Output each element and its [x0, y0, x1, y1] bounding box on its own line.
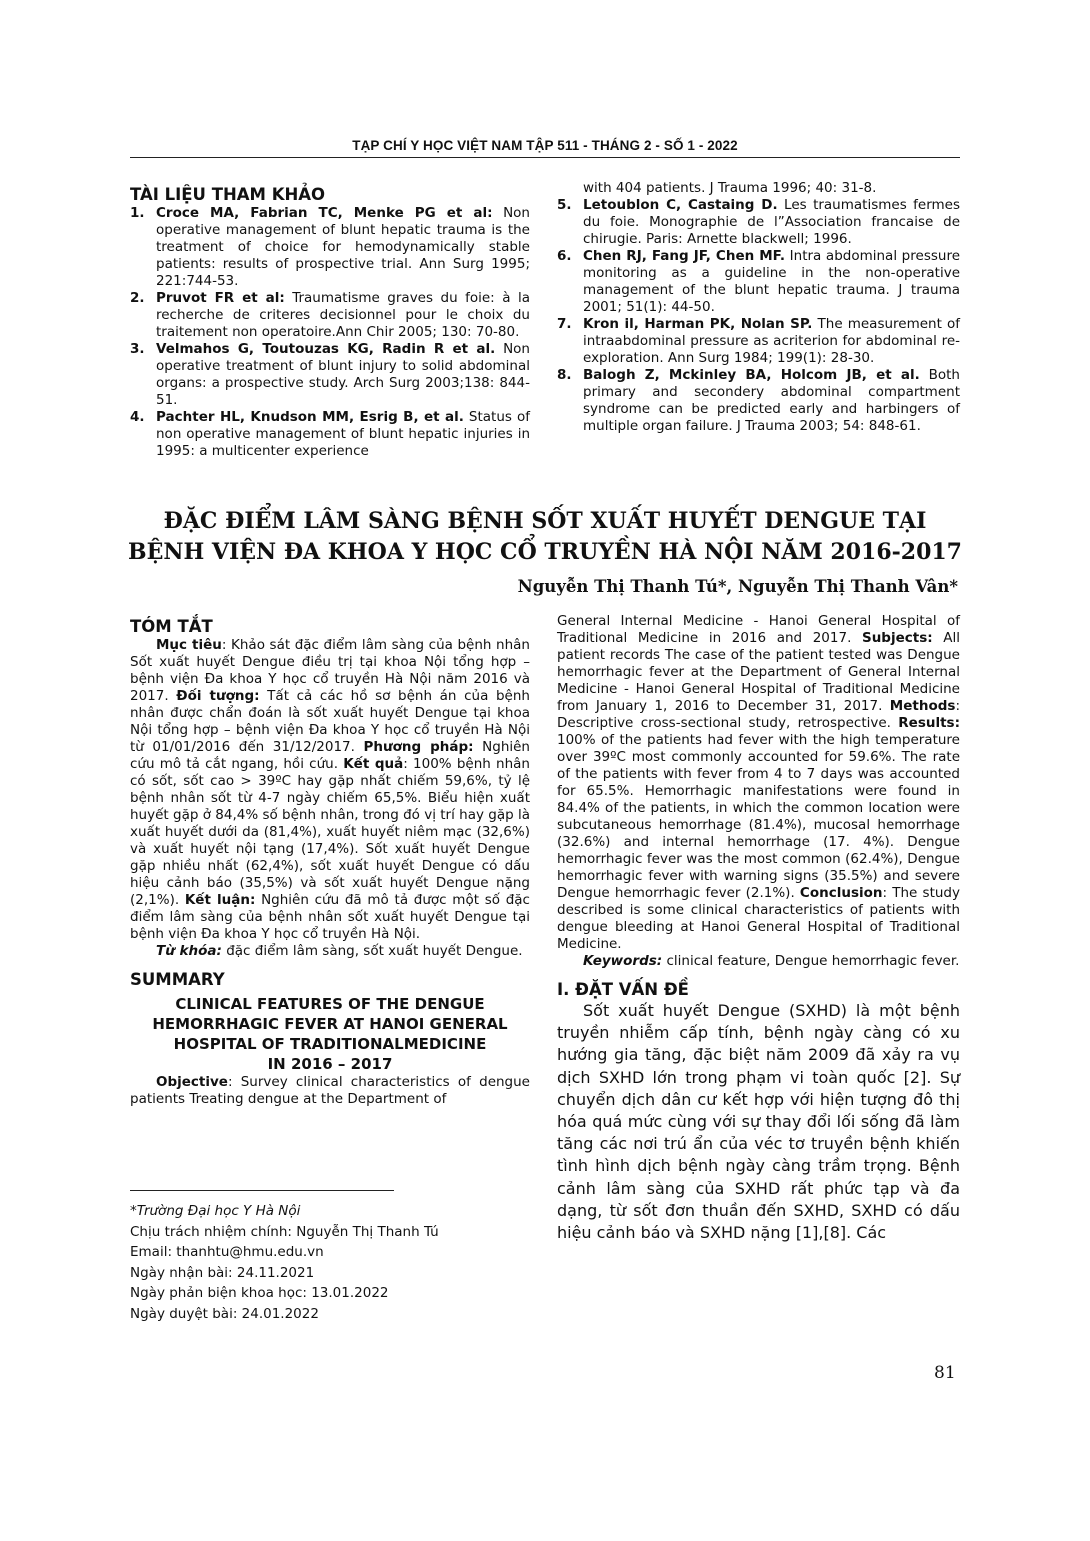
keywords-vi: Từ khóa: đặc điểm lâm sàng, sốt xuất huyết Dengue.: [156, 943, 523, 959]
header-rule: [130, 157, 960, 158]
reference-item: 1. Croce MA, Fabrian TC, Menke PG et al: Non operative management of blunt hepatic trauma is the treatment of choice for hemodynamically stable patients: results of prospective trial. Ann Surg 1995; 221:744-53.: [130, 205, 530, 289]
accepted-date: Ngày duyệt bài: 24.01.2022: [130, 1305, 319, 1322]
introduction-paragraph: Sốt xuất huyết Dengue (SXHD) là một bệnh truyền nhiễm cấp tính, bệnh ngày càng có xu hướng gia tăng, đặc biệt năm 2009 đã xảy ra vụ dịch SXHD lớn trong phạm vi toàn quốc [2]. Sự chuyển dịch dân cư kết hợp với hiện tượng đô thị hóa quá mức cùng với sự thay đổi lối sống đã làm tăng các nơi trú ẩn của véc tơ truyền bệnh khiến tình hình dịch bệnh ngày càng trầm trọng. Bệnh cảnh lâm sàng của SXHD rất phức tạp và đa dạng, từ sốt đơn thuần đến SXHD, SXHD có dấu hiệu cảnh báo và SXHD nặng [1],[8]. Các: [557, 1001, 960, 1243]
abstract-heading: TÓM TẮT: [130, 617, 213, 636]
introduction-heading: I. ĐẶT VẤN ĐỀ: [557, 980, 689, 999]
reference-continuation: with 404 patients. J Trauma 1996; 40: 31-8.: [583, 180, 877, 196]
footnote-rule: [130, 1190, 394, 1191]
reference-item: 3. Velmahos G, Toutouzas KG, Radin R et al. Non operative treatment of blunt injury to solid abdominal organs: a prospective study. Arch Surg 2003;138: 844-51.: [130, 341, 530, 408]
reference-item: 4. Pachter HL, Knudson MM, Esrig B, et al. Status of non operative management of blunt hepatic injuries in 1995: a multicenter experience: [130, 409, 530, 459]
reference-item: 8. Balogh Z, Mckinley BA, Holcom JB, et al. Both primary and secondery abdominal compartment syndrome can be predicted early and harbingers of multiple organ failure. J Trauma 2003; 54: 848-61.: [557, 367, 960, 434]
page-number: 81: [934, 1363, 956, 1383]
article-title-line: ĐẶC ĐIỂM LÂM SÀNG BỆNH SỐT XUẤT HUYẾT DENGUE TẠI: [163, 508, 927, 534]
reference-item: 5. Letoublon C, Castaing D. Les traumatismes fermes du foie. Monographie de l”Association francaise de chirugie. Paris: Arnette blackwell; 1996.: [557, 197, 960, 247]
article-title-line: BỆNH VIỆN ĐA KHOA Y HỌC CỔ TRUYỀN HÀ NỘI NĂM 2016-2017: [128, 539, 962, 565]
article-authors: Nguyễn Thị Thanh Tú*, Nguyễn Thị Thanh Vân*: [517, 577, 958, 596]
affiliation: *Trường Đại học Y Hà Nội: [130, 1203, 301, 1219]
abstract-left-column: [130, 617, 530, 1108]
review-date: Ngày phản biện khoa học: 13.01.2022: [130, 1285, 389, 1301]
reference-list-left: [130, 205, 530, 460]
references-right-column: [557, 180, 960, 435]
summary-title: CLINICAL FEATURES OF THE DENGUE HEMORRHAGIC FEVER AT HANOI GENERAL HOSPITAL OF TRADITIONALMEDICINE IN 2016 – 2017: [152, 995, 508, 1073]
summary-heading: SUMMARY: [130, 970, 225, 989]
received-date: Ngày nhận bài: 24.11.2021: [130, 1264, 315, 1281]
abstract-vi-paragraph: Mục tiêu: Khảo sát đặc điểm lâm sàng của bệnh nhân Sốt xuất huyết Dengue điều trị tại khoa Nội tổng hợp – bệnh viện Đa khoa Y học cổ truyền Hà Nội năm 2016 và 2017. Đối tượng: Tất cả các hồ sơ bệnh án của bệnh nhân được chẩn đoán là sốt xuất huyết Dengue tại khoa Nội tổng hợp – bệnh viện Đa khoa Y học cổ truyền Hà Nội từ 01/01/2016 đến 31/12/2017. Phương pháp: Nghiên cứu mô tả cắt ngang, hồi cứu. Kết quả: 100% bệnh nhân có sốt, sốt cao > 39ºC hay gặp nhất chiếm 59,6%, tỷ lệ bệnh nhân sốt từ 4-7 ngày chiếm 65,5%. Biểu hiện xuất huyết gặp ở 84,4% số bệnh nhân, trong đó vị trí hay gặp là xuất huyết dưới da (81,4%), xuất huyết niêm mạc (32,6%) và xuất huyết nội tạng (17,4%). Sốt xuất huyết Dengue gặp nhiều nhất (62,4%), sốt xuất huyết Dengue có dấu hiệu cảnh báo (35,5%) và sốt xuất huyết Dengue nặng (2,1%). Kết luận: Nghiên cứu đã mô tả được một số đặc điểm lâm sàng của bệnh nhân sốt xuất huyết Dengue tại bệnh viện Đa khoa Y học cổ truyền Hà Nội.: [130, 637, 530, 942]
summary-right-column: [557, 613, 960, 1244]
reference-item: 2. Pruvot FR et al: Traumatisme graves du foie: à la recherche de criteres decisionnel pour le choix du traitement non operatoire.Ann Chir 2005; 130: 70-80.: [130, 290, 530, 340]
running-header: TẠP CHÍ Y HỌC VIỆT NAM TẬP 511 - THÁNG 2 - SỐ 1 - 2022: [352, 138, 738, 153]
references-left-column: [130, 185, 530, 460]
summary-objective: Objective: Survey clinical characteristics of dengue patients Treating dengue at the Department of: [130, 1074, 530, 1107]
responsible-author: Chịu trách nhiệm chính: Nguyễn Thị Thanh Tú: [130, 1223, 439, 1240]
summary-paragraph: General Internal Medicine - Hanoi General Hospital of Traditional Medicine in 2016 and 2017. Subjects: All patient records The case of the patient tested was Dengue hemorrhagic fever at the Department of General Internal Medicine - Hanoi General Hospital of Traditional Medicine from January 1, 2016 to December 31, 2017. Methods: Descriptive cross-sectional study, retrospective. Results: 100% of the patients had fever with the high temperature over 39ºC most commonly accounted for 59.6%. The rate of the patients with fever from 4 to 7 days was accounted for 65.5%. Hemorrhagic manifestations were found in 84.4% of the patients, in which the common location were subcutaneous hemorrhage (81.4%), mucosal hemorrhage (32.6%) and internal hemorrhage (17. 4%). Dengue hemorrhagic fever was the most common (62.4%), Dengue hemorrhagic fever with warning signs (35.5%) and severe Dengue hemorrhagic fever (2.1%). Conclusion: The study described is some clinical characteristics of patients with dengue bleeding at Hanoi General Hospital of Traditional Medicine.: [557, 613, 960, 952]
reference-item: 6. Chen RJ, Fang JF, Chen MF. Intra abdominal pressure monitoring as a guideline in the non-operative management of the blunt hepatic trauma. J trauma 2001; 51(1): 44-50.: [557, 248, 960, 315]
footnotes: [130, 1201, 530, 1324]
reference-item: 7. Kron il, Harman PK, Nolan SP. The measurement of intraabdominal pressure as acriterion for abdominal re-exploration. Ann Surg 1984; 199(1): 28-30.: [557, 316, 960, 366]
keywords-en: Keywords: clinical feature, Dengue hemorrhagic fever.: [583, 953, 960, 969]
references-heading: TÀI LIỆU THAM KHẢO: [130, 185, 326, 204]
email: Email: thanhtu@hmu.edu.vn: [130, 1244, 324, 1260]
article-title: [110, 506, 980, 568]
reference-list-right: [557, 197, 960, 435]
